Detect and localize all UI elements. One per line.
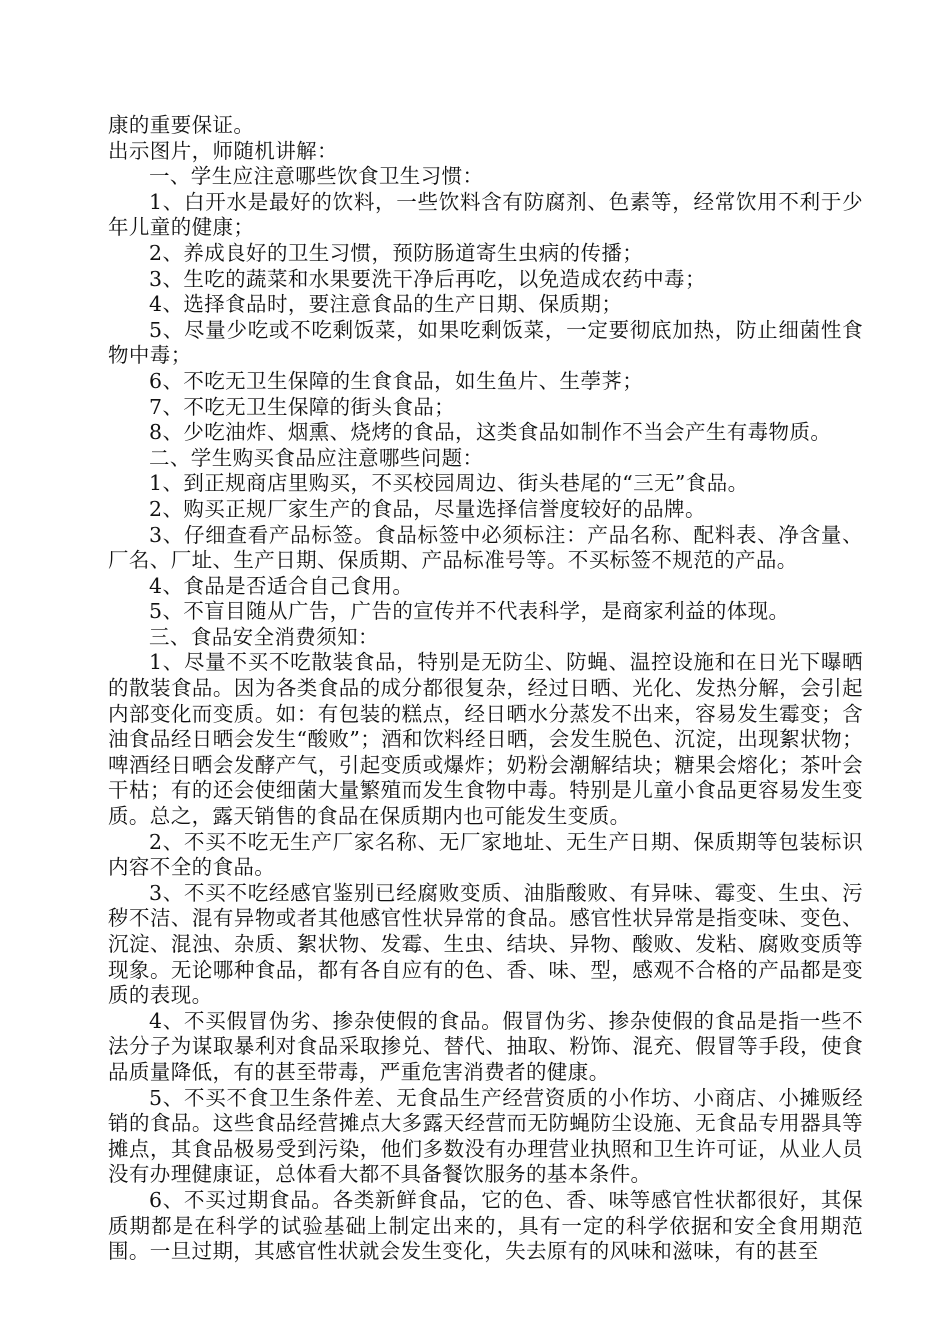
- paragraph: 7、不吃无卫生保障的街头食品；: [149, 394, 456, 419]
- paragraph: 6、不吃无卫生保障的生食食品，如生鱼片、生荸荠；: [149, 368, 644, 393]
- paragraph: 康的重要保证。: [108, 113, 255, 137]
- paragraph: 2、不买不吃无生产厂家名称、无厂家地址、无生产日期、保质期等包装标识内容不全的食品。: [108, 829, 863, 880]
- paragraph: 8、少吃油炸、烟熏、烧烤的食品，这类食品如制作不当会产生有毒物质。: [149, 420, 832, 445]
- paragraph: 3、生吃的蔬菜和水果要洗干净后再吃，以免造成农药中毒；: [149, 266, 706, 291]
- paragraph: 4、选择食品时，要注意食品的生产日期、保质期；: [149, 292, 623, 317]
- paragraph: 二、学生购买食品应注意哪些问题：: [149, 445, 484, 470]
- paragraph: 4、不买假冒伪劣、掺杂使假的食品。假冒伪劣、掺杂使假的食品是指一些不法分子为谋取暴利对食品采取掺兑、替代、抽取、粉饰、混充、假冒等手段，使食品质量降低，有的甚至带毒，严重危害消费者的健康。: [108, 1008, 863, 1084]
- paragraph: 1、白开水是最好的饮料，一些饮料含有防腐剂、色素等，经常饮用不利于少年儿童的健康；: [108, 189, 863, 240]
- paragraph: 1、尽量不买不吃散装食品，特别是无防尘、防蝇、温控设施和在日光下曝晒的散装食品。因为各类食品的成分都很复杂，经过日晒、光化、发热分解，会引起内部变化而变质。如：有包装的糕点，经日晒水分蒸发不出来，容易发生霉变；含油食品经日晒会发生“酸败”；酒和饮料经日晒，会发生脱色、沉淀，出现絮状物；啤酒经日晒会发酵产气，引起变质或爆炸；奶粉会潮解结块；糖果会熔化；茶叶会干枯；有的还会使细菌大量繁殖而发生食物中毒。特别是儿童小食品更容易发生变质。总之，露天销售的食品在保质期内也可能发生变质。: [108, 650, 863, 829]
- paragraph: 4、食品是否适合自己食用。: [149, 573, 414, 598]
- paragraph: 5、不买不食卫生条件差、无食品生产经营资质的小作坊、小商店、小摊贩经销的食品。这些食品经营摊点大多露天经营而无防蝇防尘设施、无食品专用器具等摊点，其食品极易受到污染，他们多数没有办理营业执照和卫生许可证，从业人员没有办理健康证，总体看大都不具备餐饮服务的基本条件。: [108, 1085, 863, 1187]
- paragraph: 5、不盲目随从广告，广告的宣传并不代表科学，是商家利益的体现。: [149, 599, 790, 624]
- paragraph: 一、学生应注意哪些饮食卫生习惯：: [149, 164, 484, 189]
- paragraph: 三、食品安全消费须知：: [149, 624, 379, 649]
- paragraph: 6、不买过期食品。各类新鲜食品，它的色、香、味等感官性状都很好，其保质期都是在科学的试验基础上制定出来的，具有一定的科学依据和安全食用期范围。一旦过期，其感官性状就会发生变化，失去原有的风味和滋味，有的甚至: [108, 1187, 863, 1264]
- paragraph: 5、尽量少吃或不吃剩饭菜，如果吃剩饭菜，一定要彻底加热，防止细菌性食物中毒；: [108, 317, 863, 368]
- paragraph: 3、不买不吃经感官鉴别已经腐败变质、油脂酸败、有异味、霉变、生虫、污秽不洁、混有异物或者其他感官性状异常的食品。感官性状异常是指变味、变色、沉淀、混浊、杂质、絮状物、发霉、生虫、结块、异物、酸败、发粘、腐败变质等现象。无论哪种食品，都有各自应有的色、香、味、型，感观不合格的产品都是变质的表现。: [108, 880, 863, 1008]
- paragraph: 出示图片，师随机讲解：: [108, 138, 338, 163]
- document-body: [108, 113, 863, 1265]
- paragraph: 3、仔细查看产品标签。食品标签中必须标注：产品名称、配料表、净含量、厂名、厂址、生产日期、保质期、产品标准号等。不买标签不规范的产品。: [108, 522, 863, 573]
- paragraph: 2、购买正规厂家生产的食品，尽量选择信誉度较好的品牌。: [149, 496, 706, 521]
- paragraph: 2、养成良好的卫生习惯，预防肠道寄生虫病的传播；: [149, 240, 644, 265]
- paragraph: 1、到正规商店里购买，不买校园周边、街头巷尾的“三无”食品。: [149, 471, 749, 496]
